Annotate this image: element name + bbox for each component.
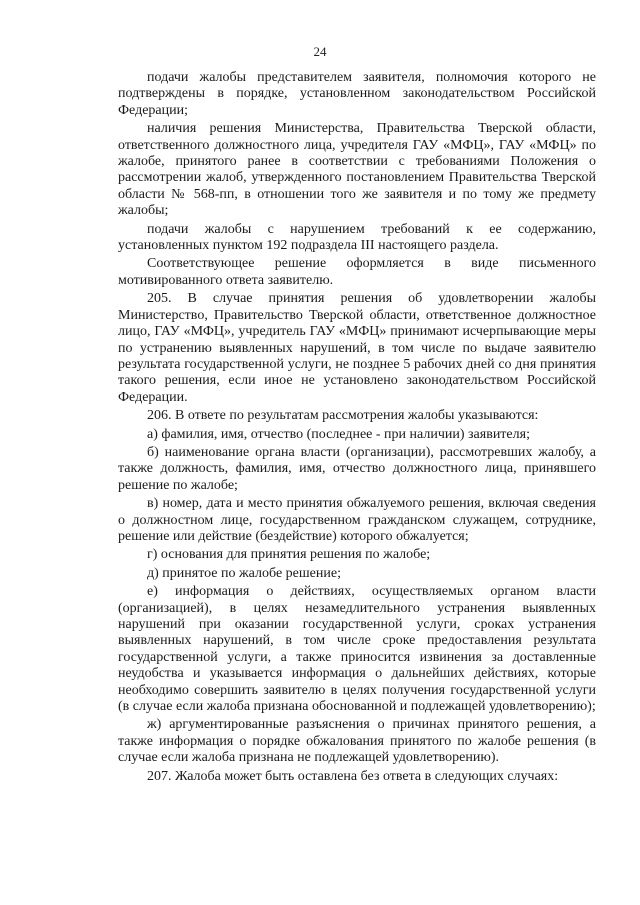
list-item: е) информация о действиях, осуществляемых органом власти (организацией), в целях незамедлительного устранения выявленных нарушений при оказании государственной услуги, сроках устранения выявленных нарушений, в том числе сроке предоставления результата государственной услуги, а также приносится извинения за доставленные неудобства и указывается информация о дальнейших действиях, которые необходимо совершить заявителю в целях получения государственной услуги (в случае если жалоба признана обоснованной и подлежащей удовлетворению); (118, 584, 596, 715)
paragraph: 205. В случае принятия решения об удовлетворении жалобы Министерство, Правительство Тверской области, ответственное должностное лицо, ГАУ «МФЦ», учредитель ГАУ «МФЦ» принимают исчерпывающие меры по устранению выявленных нарушений, в том числе по выдаче заявителю результата государственной услуги, не позднее 5 рабочих дней со дня принятия такого решения, если иное не установлено законодательством Российской Федерации. (118, 291, 596, 405)
paragraph: 207. Жалоба может быть оставлена без ответа в следующих случаях: (147, 768, 559, 784)
list-item: в) номер, дата и место принятия обжалуемого решения, включая сведения о должностном лице, государственном гражданском служащем, сотруднике, решение или действие (бездействие) которого обжалуется; (118, 496, 596, 544)
list-item: б) наименование органа власти (организации), рассмотревших жалобу, а также должность, фамилия, имя, отчество должностного лица, принявшего решение по жалобе; (118, 444, 596, 493)
list-item: д) принятое по жалобе решение; (147, 565, 341, 581)
list-item: ж) аргументированные разъяснения о причинах принятого решения, а также информация о порядке обжалования принятого по жалобе решения (в случае если жалоба признана не подлежащей удовлетворению). (118, 717, 596, 766)
paragraph: подачи жалобы с нарушением требований к ее содержанию, установленных пунктом 192 подраздела III настоящего раздела. (118, 221, 596, 254)
paragraph: 206. В ответе по результатам рассмотрения жалобы указываются: (147, 408, 539, 424)
document-body (118, 70, 596, 787)
list-item: г) основания для принятия решения по жалобе; (147, 547, 431, 563)
paragraph: Соответствующее решение оформляется в виде письменного мотивированного ответа заявителю. (118, 256, 596, 288)
page-number: 24 (313, 44, 327, 59)
paragraph: наличия решения Министерства, Правительства Тверской области, ответственного должностного лица, учредителя ГАУ «МФЦ», ГАУ «МФЦ» по жалобе, принятого ранее в соответствии с требованиями Положения о рассмотрении жалоб, утвержденного постановлением Правительства Тверской области № 568-пп, в отношении того же заявителя и по тому же предмету жалобы; (118, 121, 596, 219)
list-item: а) фамилия, имя, отчество (последнее - при наличии) заявителя; (147, 426, 530, 442)
paragraph: подачи жалобы представителем заявителя, полномочия которого не подтверждены в порядке, установленном законодательством Российской Федерации; (118, 70, 596, 118)
